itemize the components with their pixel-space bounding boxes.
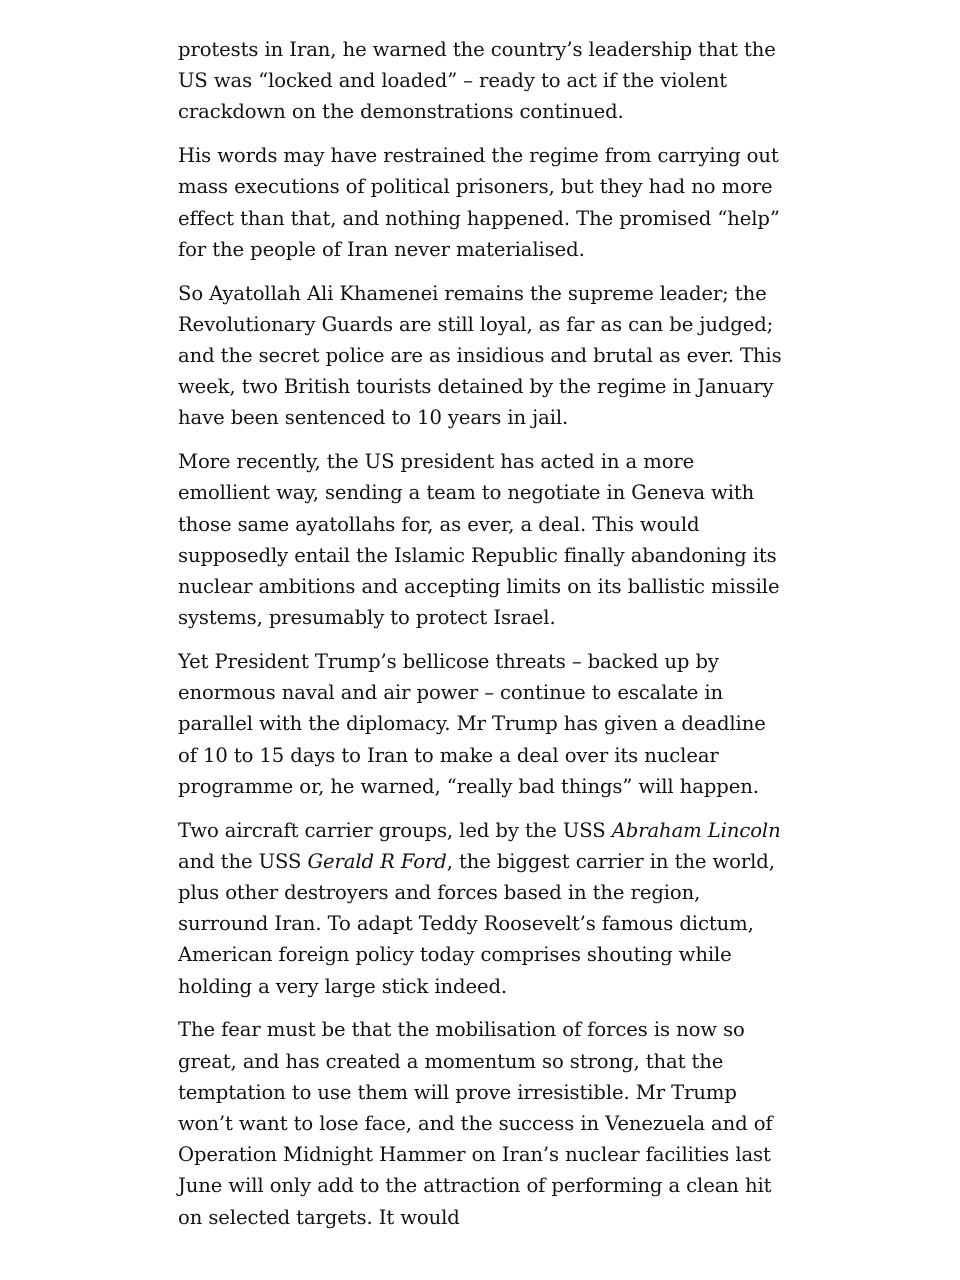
article-paragraph: [178, 34, 788, 128]
paragraph-text: More recently, the US president has acted in a more emollient way, sending a team to negotiate in Geneva with those same ayatollahs for, as ever, a deal. This would supposedly entail the Islamic Republic finally abandoning its nuclear ambitions and accepting limits on its ballistic missile systems, presumably to protect Israel.: [178, 450, 780, 630]
paragraph-text: protests in Iran, he warned the country’s leadership that the US was “locked and loaded” – ready to act if the violent crackdown on the demonstrations continued.: [178, 38, 776, 124]
paragraph-text: The fear must be that the mobilisation of forces is now so great, and has created a momentum so strong, that the temptation to use them will prove irresistible. Mr Trump won’t want to lose face, and the success in Venezuela and of Operation Midnight Hammer on Iran’s nuclear facilities last June will only add to the attraction of performing a clean hit on selected targets. It would: [178, 1018, 773, 1229]
article-paragraph: [178, 646, 788, 802]
paragraph-text: , the biggest carrier in the world, plus other destroyers and forces based in the region, surround Iran. To adapt Teddy Roosevelt’s famous dictum, American foreign policy today comprises shouting while holding a very large stick indeed.: [178, 849, 775, 998]
paragraph-text: So Ayatollah Ali Khamenei remains the supreme leader; the Revolutionary Guards are still loyal, as far as can be judged; and the secret police are as insidious and brutal as ever. This week, two British tourists detained by the regime in January have been sentenced to 10 years in jail.: [178, 281, 782, 430]
article-paragraph: [178, 278, 788, 434]
ship-name-italic: Abraham Lincoln: [611, 818, 781, 842]
paragraph-text: His words may have restrained the regime from carrying out mass executions of political prisoners, but they had no more effect than that, and nothing happened. The promised “help” for the people of Iran never materialised.: [178, 144, 780, 261]
article-paragraph: [178, 815, 788, 1002]
article-paragraph: [178, 446, 788, 633]
ship-name-italic: Gerald R Ford: [307, 849, 447, 873]
paragraph-text: Two aircraft carrier groups, led by the USS: [178, 818, 612, 842]
article-paragraph: [178, 1014, 788, 1232]
article-body: [178, 34, 788, 1245]
paragraph-text: and the USS: [178, 849, 308, 873]
article-paragraph: [178, 140, 788, 265]
paragraph-text: Yet President Trump’s bellicose threats – backed up by enormous naval and air power – continue to escalate in parallel with the diplomacy. Mr Trump has given a deadline of 10 to 15 days to Iran to make a deal over its nuclear programme or, he warned, “really bad things” will happen.: [178, 650, 766, 798]
